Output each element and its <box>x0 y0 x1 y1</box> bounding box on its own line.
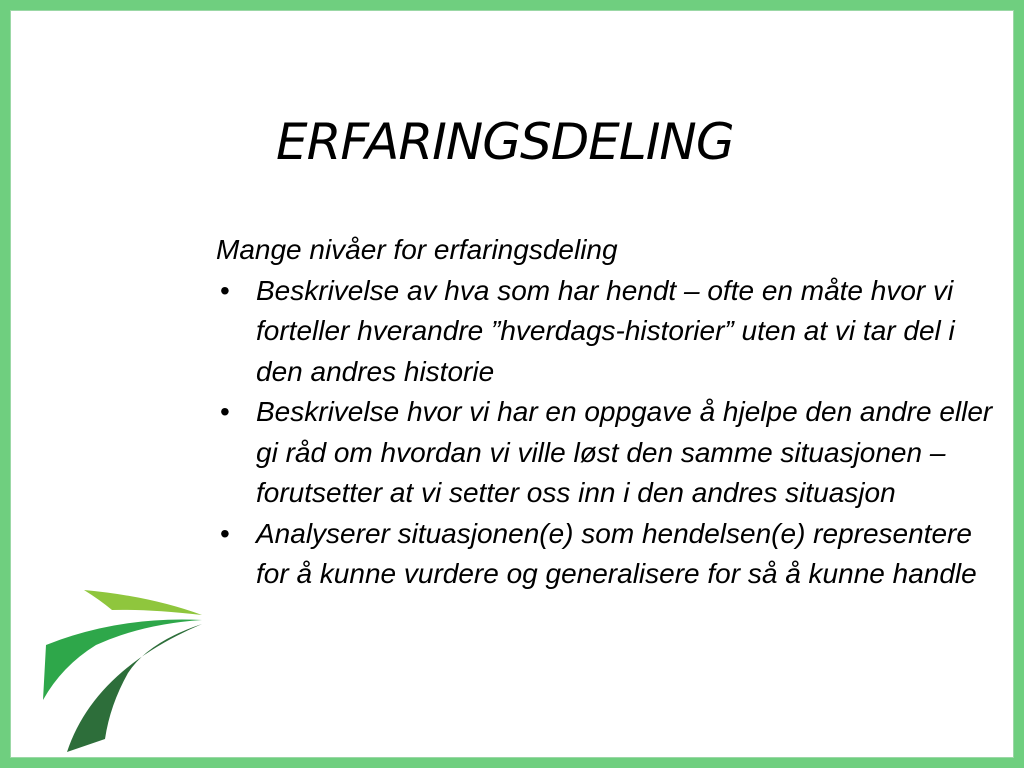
bullet-item <box>216 392 1006 514</box>
bullet-text: Analyserer situasjonen(e) som hendelsen(e) representere for å kunne vurdere og generalisere for så å kunne handle <box>256 517 977 589</box>
bullet-text: Beskrivelse av hva som har hendt – ofte en måte hvor vi forteller hverandre ”hverdags-historier” uten at vi tar del i den andres historie <box>256 274 955 387</box>
slide-title: ERFARINGSDELING <box>276 113 734 171</box>
bullet-item <box>216 271 1006 393</box>
bullet-marker: • <box>220 396 230 427</box>
bullet-text: Beskrivelse hvor vi har en oppgave å hjelpe den andre eller gi råd om hvordan vi ville løst den samme situasjonen – forutsetter at vi setter oss inn i den andres situasjon <box>256 396 993 508</box>
logo-mid-stripe <box>43 620 202 700</box>
bullet-item <box>216 514 1006 595</box>
intro-text: Mange nivåer for erfaringsdeling <box>216 234 618 265</box>
green-swoosh-logo-icon <box>30 582 210 762</box>
slide-body <box>216 230 1006 595</box>
bullet-marker: • <box>220 517 230 549</box>
bullet-list <box>216 271 1006 595</box>
logo-light-stripe <box>84 590 202 615</box>
bullet-marker: • <box>220 274 230 306</box>
